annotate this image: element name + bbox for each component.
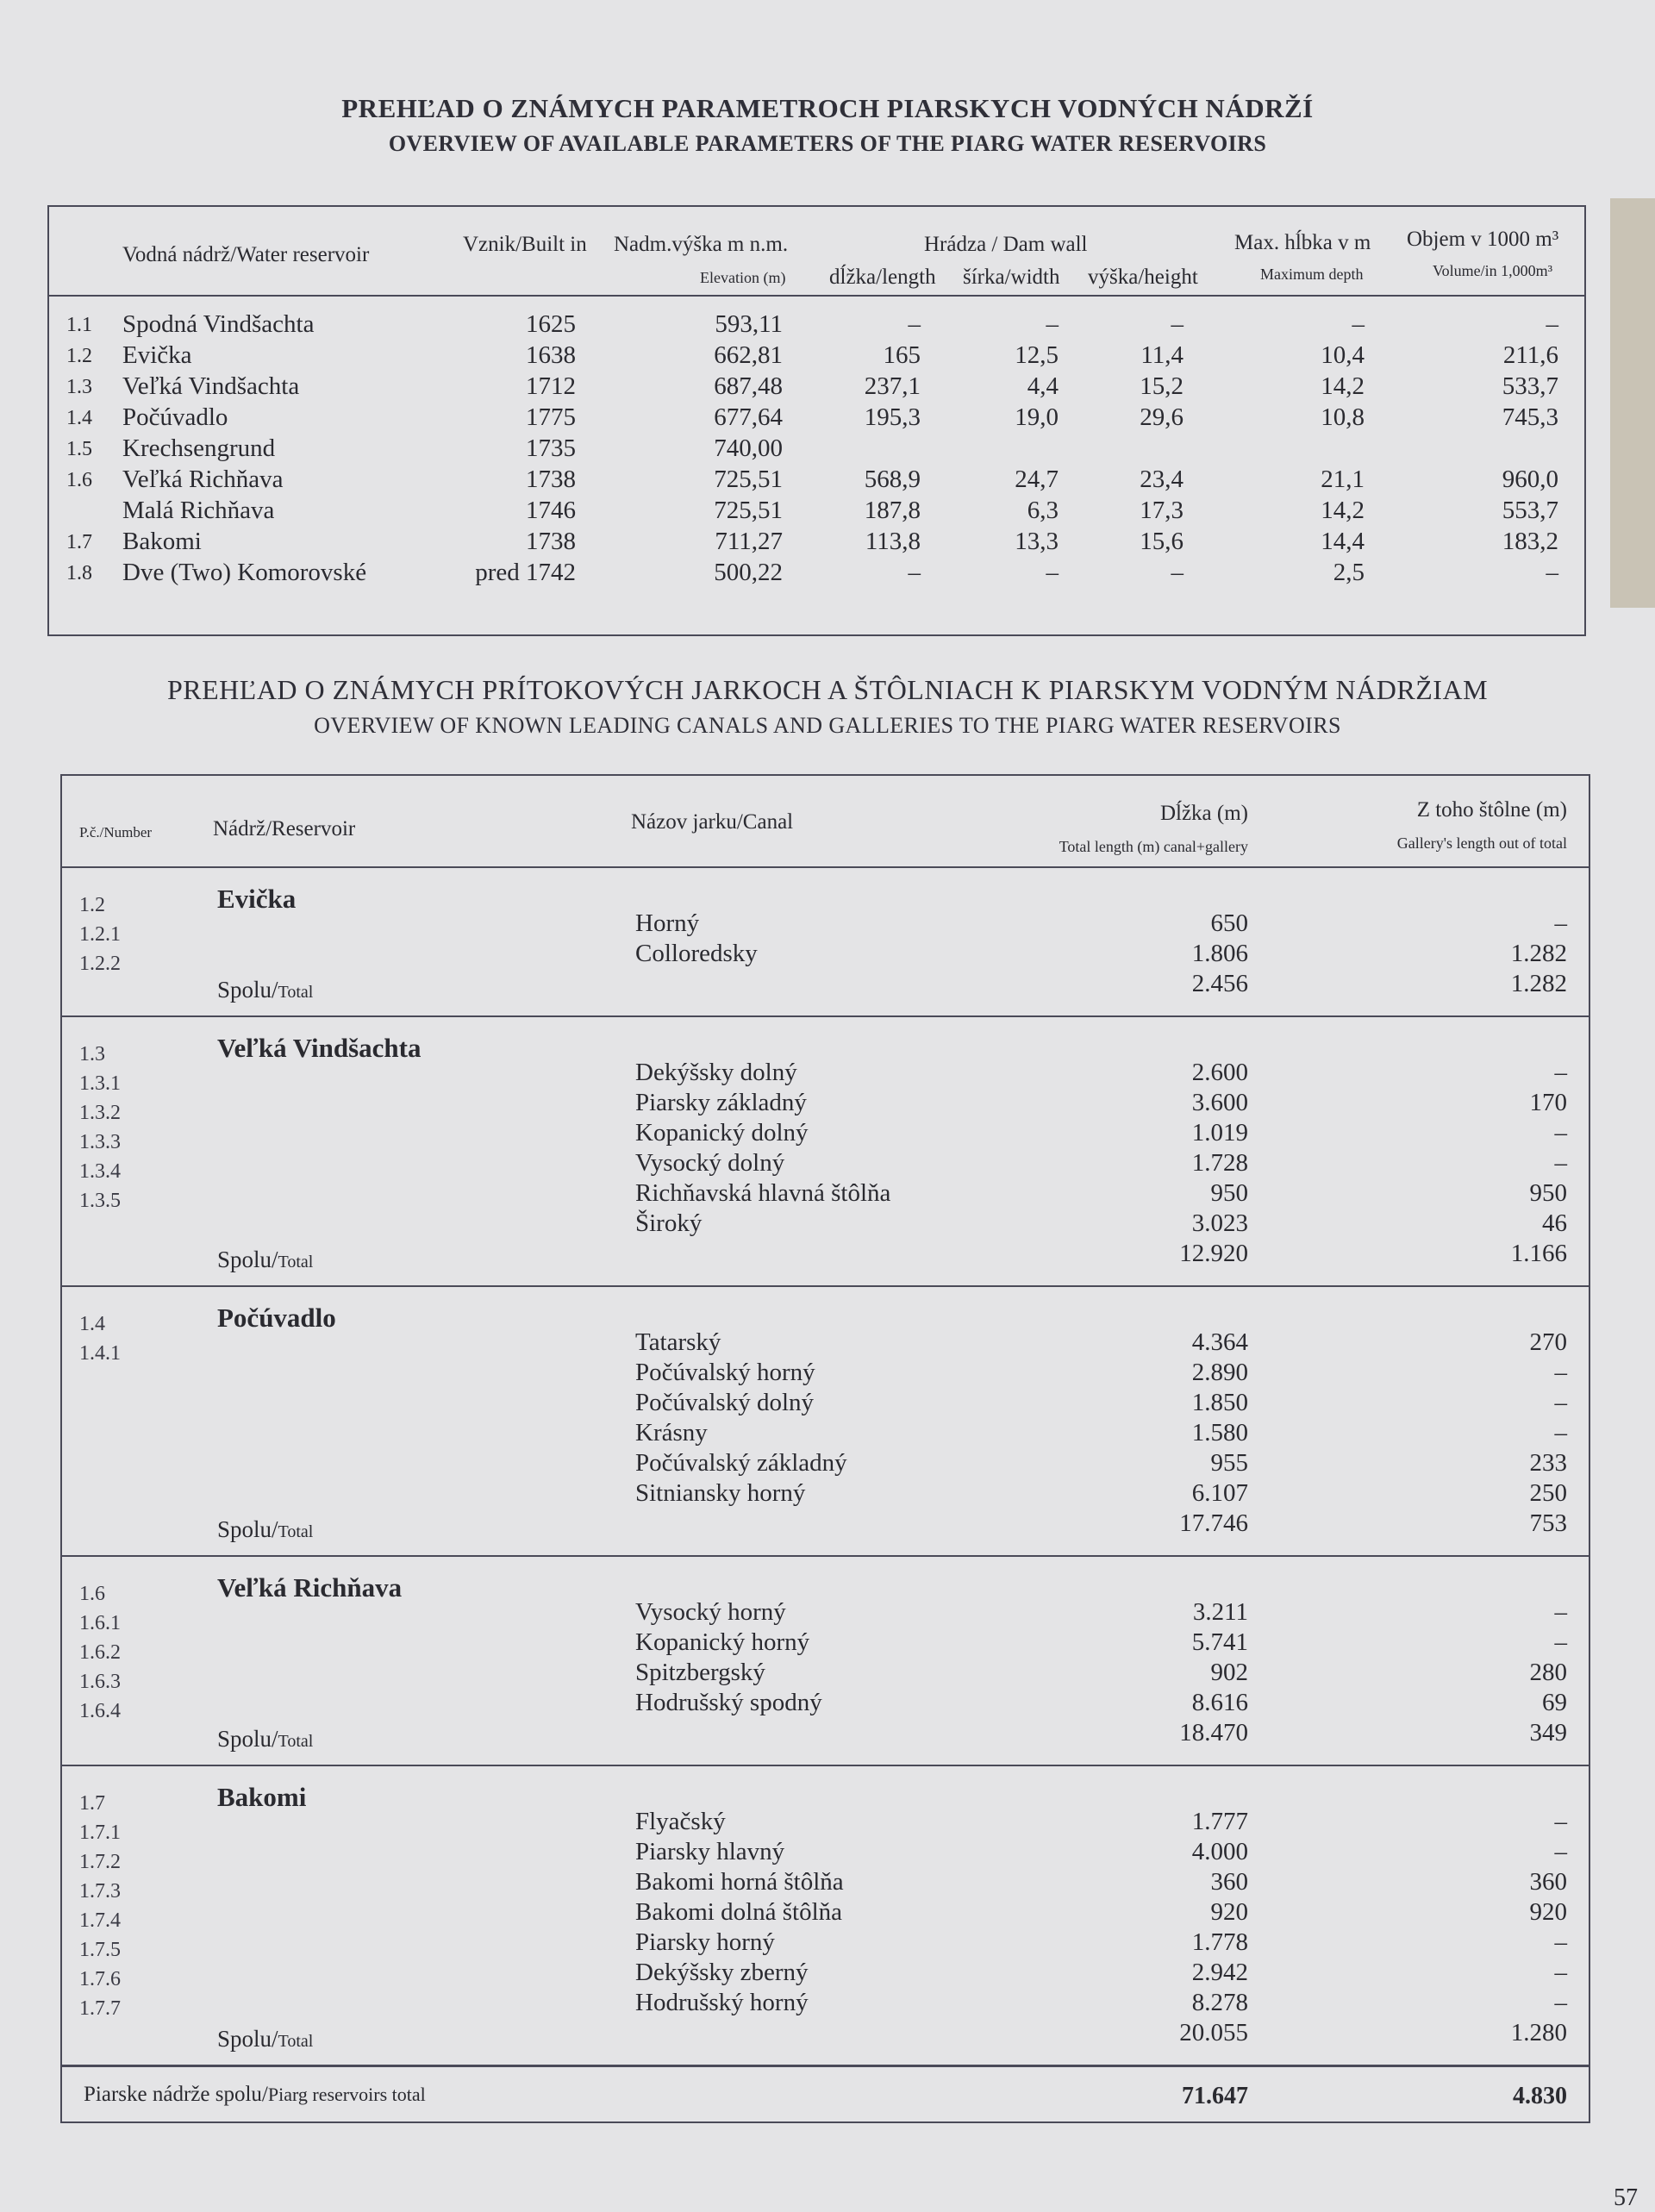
cell-wid: 6,3 bbox=[1027, 497, 1059, 524]
table-row bbox=[62, 1479, 1589, 1509]
cell-elev: 662,81 bbox=[714, 341, 783, 369]
row-number: 1.7.4 bbox=[79, 1909, 121, 1932]
section-number: 1.2 bbox=[79, 894, 105, 916]
cell-canal: Vysocký dolný bbox=[635, 1149, 785, 1177]
cell-len: 5.741 bbox=[1191, 1628, 1248, 1656]
cell-wid: – bbox=[1046, 310, 1059, 338]
cell-canal: Bakomi horná štôlňa bbox=[635, 1868, 844, 1896]
col-dam: Hrádza / Dam wall bbox=[924, 233, 1088, 256]
cell-vol: 745,3 bbox=[1502, 403, 1558, 431]
table-row bbox=[49, 434, 1584, 466]
cell-gal: 360 bbox=[1529, 1868, 1567, 1896]
total-label bbox=[217, 1247, 313, 1273]
cell-total-len: 12.920 bbox=[1179, 1240, 1248, 1267]
table-row bbox=[49, 403, 1584, 434]
cell-built: pred 1742 bbox=[475, 559, 576, 586]
col-gallery: Z toho štôlne (m) bbox=[1416, 798, 1567, 822]
cell-canal: Hodrušský spodný bbox=[635, 1689, 822, 1716]
table-row bbox=[62, 909, 1589, 940]
cell-len: 165 bbox=[883, 341, 921, 369]
table-row bbox=[62, 1059, 1589, 1089]
table-row bbox=[62, 1959, 1589, 1989]
table-row bbox=[62, 1359, 1589, 1389]
title-canals-en: OVERVIEW OF KNOWN LEADING CANALS AND GALLERIES TO THE PIARG WATER RESERVOIRS bbox=[314, 713, 1341, 738]
col-volume-sub: Volume/in 1,000m³ bbox=[1433, 262, 1553, 279]
cell-vol: 960,0 bbox=[1502, 466, 1558, 493]
cell-len: 902 bbox=[1210, 1659, 1248, 1686]
cell-id: 1.6 bbox=[66, 469, 92, 491]
cell-total-gal: 349 bbox=[1529, 1719, 1567, 1746]
cell-len: 1.777 bbox=[1191, 1808, 1248, 1835]
cell-canal: Bakomi dolná štôlňa bbox=[635, 1898, 843, 1926]
row-number: 1.6.2 bbox=[79, 1641, 121, 1664]
cell-elev: 725,51 bbox=[714, 466, 783, 493]
total-label bbox=[217, 2026, 313, 2053]
cell-len: 1.580 bbox=[1191, 1419, 1248, 1447]
cell-total-len: 18.470 bbox=[1179, 1719, 1248, 1746]
cell-gal: 170 bbox=[1529, 1089, 1567, 1116]
cell-built: 1746 bbox=[526, 497, 576, 524]
reservoir-name: Bakomi bbox=[217, 1782, 307, 1812]
cell-depth: 2,5 bbox=[1333, 559, 1365, 586]
cell-canal: Richňavská hlavná štôlňa bbox=[635, 1179, 891, 1207]
section-number: 1.6 bbox=[79, 1583, 105, 1605]
cell-name: Veľká Richňava bbox=[122, 466, 284, 493]
table-row bbox=[62, 1598, 1589, 1628]
cell-name: Spodná Vindšachta bbox=[122, 310, 315, 338]
cell-built: 1735 bbox=[526, 434, 576, 462]
cell-id: 1.5 bbox=[66, 438, 92, 460]
cell-len: 195,3 bbox=[864, 403, 921, 431]
table-row bbox=[49, 310, 1584, 341]
cell-len: 955 bbox=[1210, 1449, 1248, 1477]
cell-len: 950 bbox=[1210, 1179, 1248, 1207]
cell-name: Malá Richňava bbox=[122, 497, 275, 524]
cell-hei: 17,3 bbox=[1140, 497, 1183, 524]
col-depth-sub: Maximum depth bbox=[1260, 266, 1364, 283]
section-počúvadlo bbox=[62, 1285, 1589, 1555]
col-elevation-sub: Elevation (m) bbox=[700, 269, 786, 286]
cell-built: 1712 bbox=[526, 372, 576, 400]
cell-total-gal: 1.282 bbox=[1510, 970, 1567, 997]
cell-canal: Vysocký horný bbox=[635, 1598, 786, 1626]
table-row bbox=[49, 497, 1584, 528]
canals-table-header bbox=[62, 776, 1589, 866]
cell-len: – bbox=[908, 559, 921, 586]
section-evička bbox=[62, 866, 1589, 1015]
cell-gal: – bbox=[1554, 1359, 1567, 1386]
col-volume: Objem v 1000 m³ bbox=[1407, 228, 1559, 251]
grand-total-label-sk: Piarske nádrže spolu/ bbox=[84, 2083, 268, 2106]
grand-total-gallery: 4.830 bbox=[1513, 2083, 1567, 2109]
cell-name: Krechsengrund bbox=[122, 434, 276, 462]
col-built: Vznik/Built in bbox=[463, 233, 587, 256]
table-row bbox=[62, 1659, 1589, 1689]
cell-gal: – bbox=[1554, 1628, 1567, 1656]
section-total-row bbox=[62, 970, 1589, 1003]
title-canals-sk: PREHĽAD O ZNÁMYCH PRÍTOKOVÝCH JARKOCH A ŠTÔLNIACH K PIARSKYM VODNÝM NÁDRŽIAM bbox=[166, 674, 1489, 705]
total-label-en: Total bbox=[278, 1253, 314, 1272]
table-row bbox=[62, 1628, 1589, 1659]
cell-gal: – bbox=[1554, 1389, 1567, 1416]
table-row bbox=[49, 372, 1584, 403]
cell-elev: 500,22 bbox=[714, 559, 783, 586]
table-row bbox=[62, 1179, 1589, 1209]
canal-rows bbox=[62, 909, 1589, 1003]
total-label-en: Total bbox=[278, 2032, 314, 2051]
cell-len: 3.211 bbox=[1192, 1598, 1248, 1626]
cell-len: 187,8 bbox=[864, 497, 921, 524]
cell-canal: Dekýšsky dolný bbox=[635, 1059, 797, 1086]
cell-len: 8.616 bbox=[1191, 1689, 1248, 1716]
cell-canal: Spitzbergský bbox=[635, 1659, 765, 1686]
cell-len: 4.000 bbox=[1191, 1838, 1248, 1865]
cell-canal: Dekýšsky zberný bbox=[635, 1959, 809, 1986]
cell-total-len: 20.055 bbox=[1179, 2019, 1248, 2046]
col-length: Dĺžka (m) bbox=[1159, 802, 1248, 825]
cell-len: 2.600 bbox=[1191, 1059, 1248, 1086]
cell-id: 1.8 bbox=[66, 562, 92, 584]
col-gallery-sub: Gallery's length out of total bbox=[1396, 834, 1567, 852]
cell-built: 1738 bbox=[526, 466, 576, 493]
section-veľká-richňava bbox=[62, 1555, 1589, 1765]
total-label bbox=[217, 1726, 313, 1753]
cell-elev: 740,00 bbox=[714, 434, 783, 462]
cell-total-gal: 1.280 bbox=[1510, 2019, 1567, 2046]
cell-gal: – bbox=[1554, 1959, 1567, 1986]
title-block-canals bbox=[0, 674, 1655, 739]
reservoir-name: Veľká Richňava bbox=[217, 1572, 403, 1603]
cell-gal: – bbox=[1554, 1838, 1567, 1865]
cell-gal: – bbox=[1554, 1059, 1567, 1086]
cell-built: 1638 bbox=[526, 341, 576, 369]
cell-len: 3.600 bbox=[1191, 1089, 1248, 1116]
row-number: 1.7.7 bbox=[79, 1997, 121, 2020]
cell-gal: 280 bbox=[1529, 1659, 1567, 1686]
cell-id: 1.4 bbox=[66, 407, 92, 429]
cell-id: 1.3 bbox=[66, 376, 92, 398]
cell-gal: 69 bbox=[1542, 1689, 1567, 1716]
cell-gal: – bbox=[1554, 1928, 1567, 1956]
table-row bbox=[62, 1209, 1589, 1240]
cell-canal: Tatarský bbox=[635, 1328, 721, 1356]
table-row bbox=[62, 1119, 1589, 1149]
cell-canal: Sitniansky horný bbox=[635, 1479, 806, 1507]
cell-canal: Hodrušský horný bbox=[635, 1989, 809, 2016]
cell-gal: – bbox=[1554, 1598, 1567, 1626]
canal-rows bbox=[62, 1598, 1589, 1752]
cell-hei: – bbox=[1171, 310, 1183, 338]
cell-gal: 920 bbox=[1529, 1898, 1567, 1926]
grand-total-row bbox=[62, 2065, 1589, 2121]
cell-len: 3.023 bbox=[1191, 1209, 1248, 1237]
row-number: 1.3.1 bbox=[79, 1072, 121, 1095]
cell-built: 1738 bbox=[526, 528, 576, 555]
col-depth: Max. hĺbka v m bbox=[1234, 231, 1371, 254]
cell-gal: – bbox=[1554, 1149, 1567, 1177]
cell-hei: 15,2 bbox=[1140, 372, 1183, 400]
cell-depth: – bbox=[1352, 310, 1365, 338]
row-number: 1.6.3 bbox=[79, 1671, 121, 1693]
total-label-sk: Spolu/ bbox=[217, 1247, 278, 1272]
col-number: P.č./Number bbox=[79, 824, 153, 840]
cell-total-gal: 753 bbox=[1529, 1509, 1567, 1537]
cell-depth: 14,2 bbox=[1321, 372, 1365, 400]
row-number: 1.6.1 bbox=[79, 1612, 121, 1634]
reservoir-name: Evička bbox=[217, 884, 297, 914]
cell-vol: 211,6 bbox=[1502, 341, 1558, 369]
grand-total-label-en: Piarg reservoirs total bbox=[267, 2084, 426, 2105]
cell-wid: 19,0 bbox=[1015, 403, 1059, 431]
row-number: 1.7.2 bbox=[79, 1851, 121, 1873]
cell-len: 6.107 bbox=[1191, 1479, 1248, 1507]
section-number: 1.7 bbox=[79, 1792, 105, 1815]
col-dam-height: výška/height bbox=[1088, 266, 1198, 289]
header-divider bbox=[49, 295, 1584, 297]
section-bakomi bbox=[62, 1765, 1589, 2065]
cell-canal: Počúvalský základný bbox=[635, 1449, 847, 1477]
row-number: 1.7.1 bbox=[79, 1821, 121, 1844]
table-row bbox=[49, 559, 1584, 590]
cell-name: Počúvadlo bbox=[122, 403, 228, 431]
cell-id: 1.2 bbox=[66, 345, 92, 367]
cell-name: Dve (Two) Komorovské bbox=[122, 559, 367, 586]
row-number: 1.6.4 bbox=[79, 1700, 121, 1722]
cell-len: – bbox=[908, 310, 921, 338]
cell-len: 113,8 bbox=[865, 528, 921, 555]
cell-name: Bakomi bbox=[122, 528, 202, 555]
table-row bbox=[62, 1419, 1589, 1449]
title-parameters-en: OVERVIEW OF AVAILABLE PARAMETERS OF THE PIARG WATER RESERVOIRS bbox=[388, 131, 1267, 156]
cell-depth: 14,2 bbox=[1321, 497, 1365, 524]
cell-elev: 593,11 bbox=[715, 310, 783, 338]
page-number: 57 bbox=[1614, 2184, 1638, 2211]
table-row bbox=[62, 1089, 1589, 1119]
table-row bbox=[62, 1898, 1589, 1928]
cell-gal: – bbox=[1554, 1119, 1567, 1147]
canal-rows bbox=[62, 1059, 1589, 1270]
cell-canal: Horný bbox=[635, 909, 700, 937]
cell-canal: Počúvalský dolný bbox=[635, 1389, 815, 1416]
cell-wid: 4,4 bbox=[1027, 372, 1059, 400]
cell-len: 1.806 bbox=[1191, 940, 1248, 967]
page-edge-tab bbox=[1610, 198, 1655, 608]
cell-vol: 553,7 bbox=[1502, 497, 1558, 524]
cell-len: 360 bbox=[1210, 1868, 1248, 1896]
cell-canal: Počúvalský horný bbox=[635, 1359, 815, 1386]
cell-hei: 23,4 bbox=[1140, 466, 1183, 493]
table-row bbox=[62, 1838, 1589, 1868]
total-label-sk: Spolu/ bbox=[217, 1726, 278, 1752]
row-number: 1.7.3 bbox=[79, 1880, 121, 1903]
cell-len: 4.364 bbox=[1191, 1328, 1248, 1356]
col-length-sub: Total length (m) canal+gallery bbox=[1059, 838, 1248, 855]
cell-len: 1.778 bbox=[1191, 1928, 1248, 1956]
cell-elev: 711,27 bbox=[715, 528, 783, 555]
table-row bbox=[62, 1928, 1589, 1959]
total-label-en: Total bbox=[278, 983, 314, 1002]
section-number: 1.4 bbox=[79, 1313, 105, 1335]
total-label-sk: Spolu/ bbox=[217, 2026, 278, 2052]
canal-rows bbox=[62, 1808, 1589, 2052]
cell-gal: – bbox=[1554, 1419, 1567, 1447]
col-dam-length: dĺžka/length bbox=[829, 266, 936, 289]
cell-wid: 24,7 bbox=[1015, 466, 1059, 493]
cell-vol: – bbox=[1546, 310, 1558, 338]
table-row bbox=[62, 1989, 1589, 2019]
table-row bbox=[62, 1389, 1589, 1419]
cell-hei: 29,6 bbox=[1140, 403, 1183, 431]
cell-total-len: 17.746 bbox=[1179, 1509, 1248, 1537]
cell-elev: 677,64 bbox=[714, 403, 783, 431]
cell-canal: Colloredsky bbox=[635, 940, 758, 967]
cell-gal: – bbox=[1554, 1808, 1567, 1835]
section-total-row bbox=[62, 2019, 1589, 2052]
col-canal: Názov jarku/Canal bbox=[631, 810, 794, 834]
cell-len: 568,9 bbox=[864, 466, 921, 493]
row-number: 1.3.3 bbox=[79, 1131, 121, 1153]
parameters-table bbox=[47, 205, 1586, 636]
cell-gal: 46 bbox=[1542, 1209, 1567, 1237]
cell-canal: Krásny bbox=[635, 1419, 708, 1447]
total-label-en: Total bbox=[278, 1522, 314, 1541]
table-row bbox=[62, 1449, 1589, 1479]
row-number: 1.3.5 bbox=[79, 1190, 121, 1212]
table-row bbox=[62, 1689, 1589, 1719]
cell-len: 2.942 bbox=[1191, 1959, 1248, 1986]
cell-len: 1.850 bbox=[1191, 1389, 1248, 1416]
table-row bbox=[49, 528, 1584, 559]
parameters-table-header bbox=[49, 207, 1584, 295]
cell-hei: 15,6 bbox=[1140, 528, 1183, 555]
cell-canal: Piarsky hlavný bbox=[635, 1838, 785, 1865]
cell-vol: 533,7 bbox=[1502, 372, 1558, 400]
total-label bbox=[217, 977, 313, 1003]
cell-gal: – bbox=[1554, 1989, 1567, 2016]
total-label-sk: Spolu/ bbox=[217, 977, 278, 1003]
col-reservoir: Nádrž/Reservoir bbox=[213, 817, 356, 840]
cell-hei: 11,4 bbox=[1140, 341, 1183, 369]
table-row bbox=[62, 940, 1589, 970]
cell-depth: 10,4 bbox=[1321, 341, 1365, 369]
row-number: 1.3.4 bbox=[79, 1160, 121, 1183]
cell-canal: Široký bbox=[635, 1209, 703, 1237]
cell-id: 1.1 bbox=[66, 314, 92, 336]
grand-total-label bbox=[84, 2083, 426, 2107]
reservoir-name: Veľká Vindšachta bbox=[217, 1033, 422, 1063]
cell-elev: 687,48 bbox=[714, 372, 783, 400]
cell-wid: 13,3 bbox=[1015, 528, 1059, 555]
col-elevation: Nadm.výška m n.m. bbox=[614, 233, 789, 256]
cell-name: Evička bbox=[122, 341, 192, 369]
title-block-parameters bbox=[0, 93, 1655, 157]
cell-len: 1.019 bbox=[1191, 1119, 1248, 1147]
cell-total-gal: 1.166 bbox=[1510, 1240, 1567, 1267]
cell-len: 650 bbox=[1210, 909, 1248, 937]
cell-gal: – bbox=[1554, 909, 1567, 937]
cell-hei: – bbox=[1171, 559, 1183, 586]
canals-table bbox=[60, 774, 1590, 2123]
cell-len: 1.728 bbox=[1191, 1149, 1248, 1177]
section-number: 1.3 bbox=[79, 1043, 105, 1065]
title-parameters-sk: PREHĽAD O ZNÁMYCH PARAMETROCH PIARSKYCH VODNÝCH NÁDRŽÍ bbox=[341, 93, 1314, 123]
cell-gal: 233 bbox=[1529, 1449, 1567, 1477]
total-label-sk: Spolu/ bbox=[217, 1516, 278, 1542]
table-row bbox=[62, 1328, 1589, 1359]
section-total-row bbox=[62, 1240, 1589, 1270]
section-total-row bbox=[62, 1719, 1589, 1752]
col-reservoir: Vodná nádrž/Water reservoir bbox=[122, 243, 370, 266]
cell-canal: Kopanický dolný bbox=[635, 1119, 809, 1147]
cell-built: 1775 bbox=[526, 403, 576, 431]
cell-wid: 12,5 bbox=[1015, 341, 1059, 369]
col-dam-width: šírka/width bbox=[963, 266, 1060, 289]
cell-depth: 10,8 bbox=[1321, 403, 1365, 431]
cell-gal: 1.282 bbox=[1510, 940, 1567, 967]
cell-depth: 21,1 bbox=[1321, 466, 1365, 493]
cell-gal: 950 bbox=[1529, 1179, 1567, 1207]
cell-canal: Kopanický horný bbox=[635, 1628, 810, 1656]
total-label-en: Total bbox=[278, 1732, 314, 1751]
cell-len: 920 bbox=[1210, 1898, 1248, 1926]
cell-total-len: 2.456 bbox=[1191, 970, 1248, 997]
cell-canal: Flyačský bbox=[635, 1808, 726, 1835]
row-number: 1.7.6 bbox=[79, 1968, 121, 1990]
table-row bbox=[49, 341, 1584, 372]
cell-vol: 183,2 bbox=[1502, 528, 1558, 555]
grand-total-length: 71.647 bbox=[1182, 2083, 1248, 2109]
table-row bbox=[62, 1868, 1589, 1898]
cell-gal: 270 bbox=[1529, 1328, 1567, 1356]
row-number: 1.7.5 bbox=[79, 1939, 121, 1961]
cell-canal: Piarsky základný bbox=[635, 1089, 807, 1116]
grand-total-divider bbox=[62, 2065, 1589, 2067]
section-veľká-vindšachta bbox=[62, 1015, 1589, 1285]
row-number: 1.3.2 bbox=[79, 1102, 121, 1124]
cell-depth: 14,4 bbox=[1321, 528, 1365, 555]
table-row bbox=[62, 1149, 1589, 1179]
cell-canal: Piarsky horný bbox=[635, 1928, 775, 1956]
table-row bbox=[49, 466, 1584, 497]
row-number: 1.4.1 bbox=[79, 1342, 121, 1365]
cell-len: 237,1 bbox=[864, 372, 921, 400]
cell-len: 8.278 bbox=[1191, 1989, 1248, 2016]
table-row bbox=[62, 1808, 1589, 1838]
cell-wid: – bbox=[1046, 559, 1059, 586]
section-total-row bbox=[62, 1509, 1589, 1540]
cell-vol: – bbox=[1546, 559, 1558, 586]
reservoir-name: Počúvadlo bbox=[217, 1303, 336, 1333]
row-number: 1.2.2 bbox=[79, 953, 121, 975]
cell-gal: 250 bbox=[1529, 1479, 1567, 1507]
cell-id: 1.7 bbox=[66, 531, 92, 553]
cell-len: 2.890 bbox=[1191, 1359, 1248, 1386]
cell-name: Veľká Vindšachta bbox=[122, 372, 300, 400]
canal-rows bbox=[62, 1328, 1589, 1540]
cell-elev: 725,51 bbox=[714, 497, 783, 524]
row-number: 1.2.1 bbox=[79, 923, 121, 946]
cell-built: 1625 bbox=[526, 310, 576, 338]
total-label bbox=[217, 1516, 313, 1543]
